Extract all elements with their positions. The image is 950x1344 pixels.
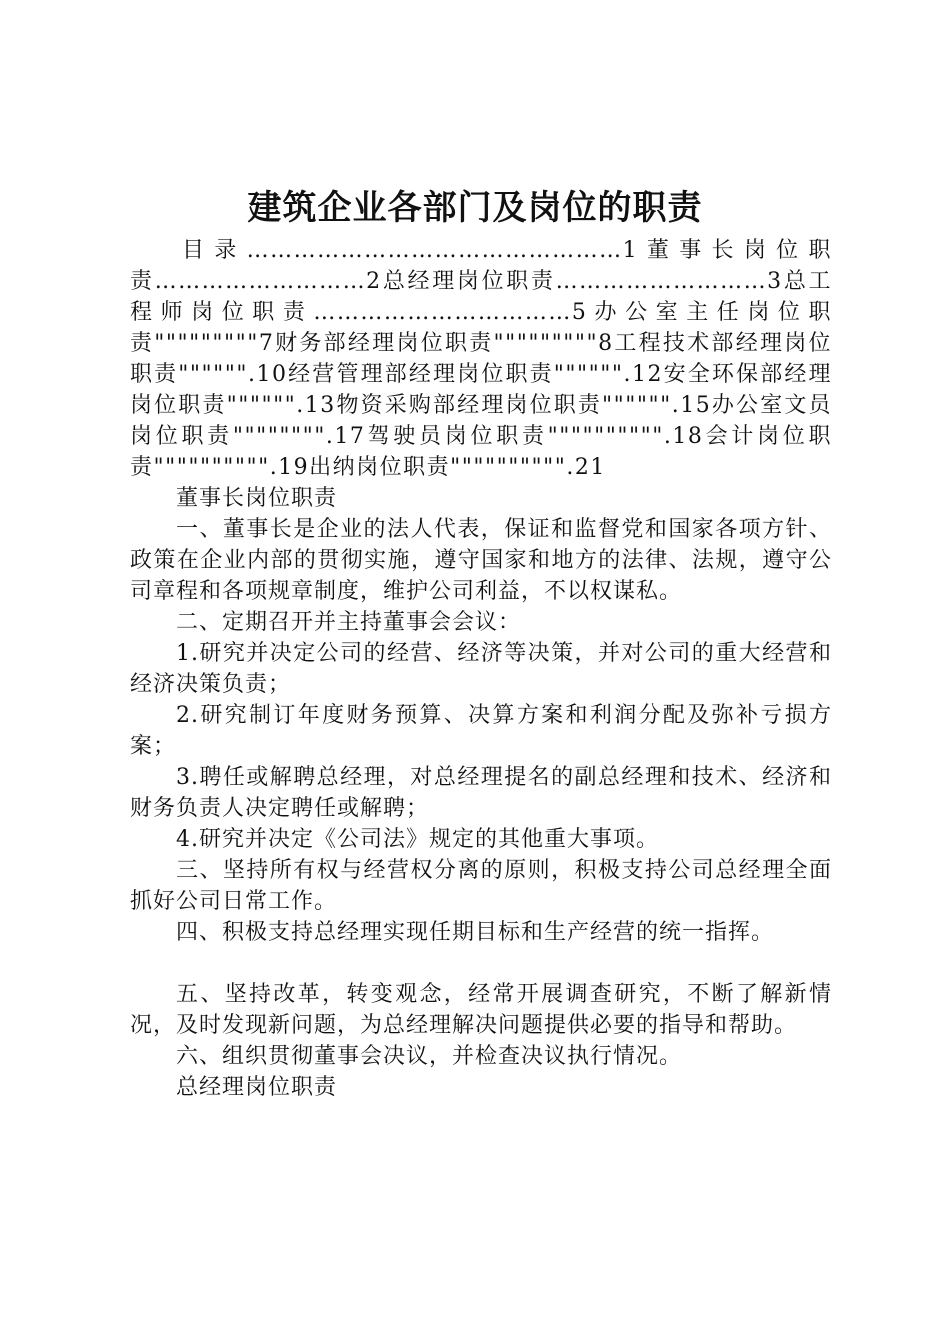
section-heading-chairman: 董事长岗位职责 [176, 486, 338, 511]
document-body [130, 235, 832, 1103]
paragraph: 二、定期召开并主持董事会会议： [176, 610, 522, 635]
document-title: 建筑企业各部门及岗位的职责 [247, 188, 703, 228]
table-of-contents: 目录…………………………………………1董事长岗位职责………………………2总经理岗位职责………………………3总工程师岗位职责……………………………5办公室主任岗位职责"""""""""7财务部经理岗位职责"""""""""8工程技术部经理岗位职责"""""".10经营管理部经理岗位职责"""""".12安全环保部经理岗位职责"""""".13物资采购部经理岗位职责"""""".15办公室文员岗位职责"""""""".17驾驶员岗位职责"""""""""".18会计岗位职责"""""""""".19出纳岗位职责"""""""""".21 [130, 238, 832, 480]
list-item: 3.聘任或解聘总经理，对总经理提名的副总经理和技术、经济和财务负责人决定聘任或解聘； [130, 765, 832, 821]
blank-line [130, 948, 832, 979]
list-item: 4.研究并决定《公司法》规定的其他重大事项。 [176, 827, 659, 852]
paragraph: 三、坚持所有权与经营权分离的原则，积极支持公司总经理全面抓好公司日常工作。 [130, 858, 832, 914]
paragraph: 六、组织贯彻董事会决议，并检查决议执行情况。 [176, 1044, 683, 1069]
section-heading-general-manager: 总经理岗位职责 [176, 1075, 338, 1100]
paragraph: 五、坚持改革，转变观念，经常开展调查研究，不断了解新情况，及时发现新问题，为总经理解决问题提供必要的指导和帮助。 [130, 982, 832, 1038]
list-item: 2.研究制订年度财务预算、决算方案和利润分配及弥补亏损方案； [130, 703, 832, 759]
paragraph: 一、董事长是企业的法人代表，保证和监督党和国家各项方针、政策在企业内部的贯彻实施，遵守国家和地方的法律、法规，遵守公司章程和各项规章制度，维护公司利益，不以权谋私。 [130, 517, 832, 604]
list-item: 1.研究并决定公司的经营、经济等决策，并对公司的重大经营和经济决策负责； [130, 641, 832, 697]
paragraph: 四、积极支持总经理实现任期目标和生产经营的统一指挥。 [176, 920, 775, 945]
